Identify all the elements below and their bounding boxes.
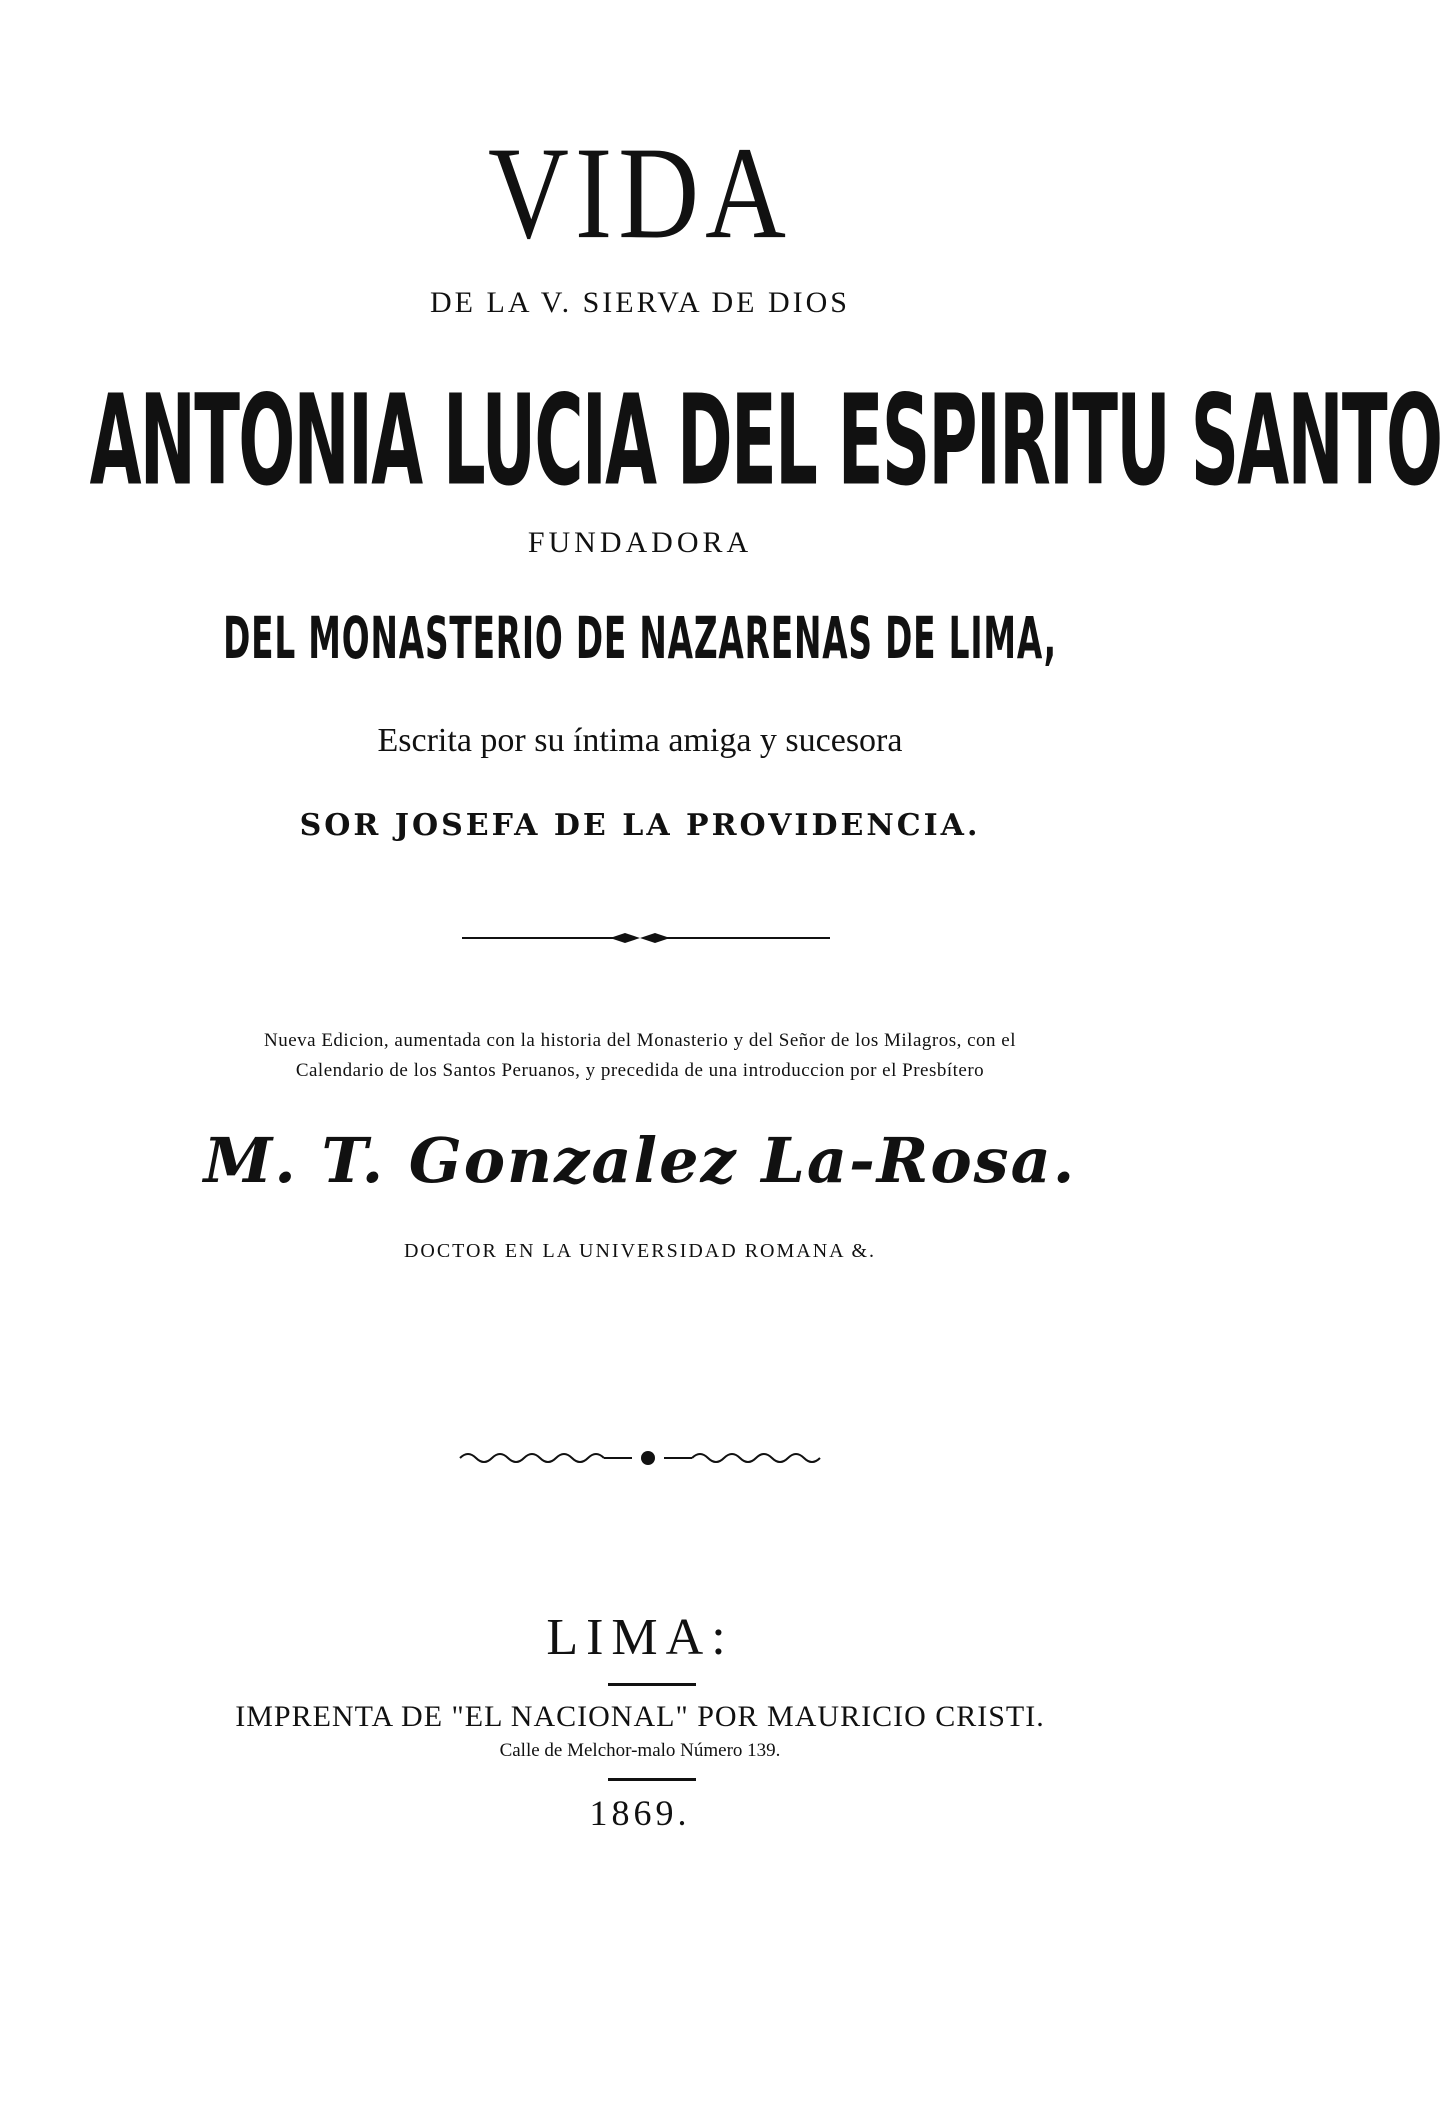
written-by-line: Escrita por su íntima amiga y sucesora: [377, 722, 903, 759]
writer-name: SOR JOSEFA DE LA PROVIDENCIA.: [299, 808, 981, 843]
imprint-city: LIMA:: [546, 1609, 734, 1666]
printer-address: Calle de Melchor-malo Número 139.: [499, 1740, 781, 1761]
subject-name: ANTONIA LUCIA DEL ESPIRITU SANTO: [89, 370, 1441, 514]
publication-year: 1869.: [589, 1793, 691, 1833]
book-subtitle: DE LA V. SIERVA DE DIOS: [430, 286, 850, 319]
ornament-divider-top: [0, 918, 1280, 958]
book-title: VIDA: [488, 120, 792, 267]
printer-name: IMPRENTA DE "EL NACIONAL" POR MAURICIO CRISTI.: [235, 1700, 1045, 1733]
edition-note-line-1: Nueva Edicion, aumentada con la historia del Monasterio y del Señor de los Milagros, con el: [263, 1030, 1016, 1051]
edition-note-line-2: Calendario de los Santos Peruanos, y precedida de una introduccion por el Presbítero: [295, 1060, 985, 1081]
ornament-divider-bottom: [0, 1438, 1280, 1478]
monastery-name: DEL MONASTERIO DE NAZARENAS DE LIMA,: [223, 606, 1057, 673]
imprint-rule-bottom: [608, 1778, 696, 1781]
introducer-name: M. T. Gonzalez La-Rosa.: [203, 1124, 1077, 1197]
imprint-rule-top: [608, 1683, 696, 1686]
subject-role: FUNDADORA: [527, 526, 753, 559]
introducer-title: DOCTOR EN LA UNIVERSIDAD ROMANA &.: [403, 1240, 877, 1262]
